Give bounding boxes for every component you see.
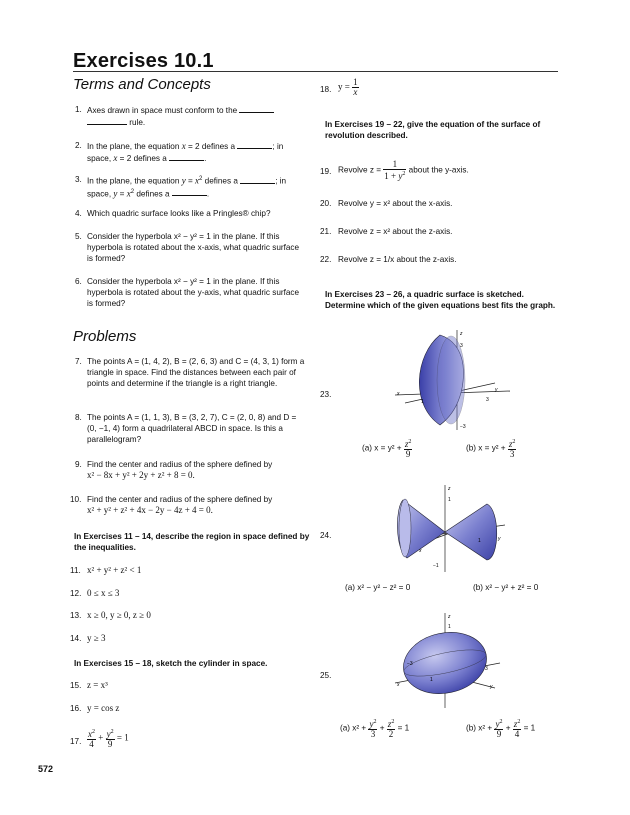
exercise-19: 19. Revolve z = $\frac{1}{1 + y^2}$ about the y-axis.: [320, 159, 469, 181]
exercise-14: 14. y ≥ 3: [70, 633, 106, 643]
exercise-17: 17. $\frac{x^2}{4}$ + $\frac{y^2}{9}$ = 1: [70, 729, 129, 749]
svg-text:1: 1: [448, 624, 451, 630]
exercise-6: 6. Consider the hyperbola x² − y² = 1 in the plane. If this hyperbola is rotated about the y-axis, what quadric surface is formed?: [75, 277, 300, 308]
svg-text:y: y: [490, 684, 493, 690]
exercise-18: 18. y = $\frac{1}{x}$: [320, 77, 358, 97]
svg-text:x: x: [419, 548, 422, 554]
choice-25a: (a) x² + $\frac{y^2}{3}$ + $\frac{z^2}{2}$ = 1: [340, 719, 410, 739]
exercise-20: 20. Revolve y = x² about the x-axis.: [320, 199, 453, 208]
svg-text:−3: −3: [460, 424, 466, 430]
instructions-11-14: In Exercises 11 – 14, describe the region in space defined by the inequalities.: [74, 532, 310, 552]
svg-text:z: z: [448, 614, 451, 620]
svg-text:−1: −1: [433, 563, 439, 569]
exercise-16: 16. y = cos z: [70, 703, 120, 713]
title-rule: [73, 71, 558, 72]
exercise-13: 13. x ≥ 0, y ≥ 0, z ≥ 0: [70, 610, 151, 620]
exercise-23-number: 23.: [320, 390, 332, 399]
page-title: Exercises 10.1: [73, 50, 214, 72]
svg-text:x: x: [397, 682, 400, 688]
exercise-21: 21. Revolve z = x² about the z-axis.: [320, 227, 453, 236]
exercise-7: 7. The points A = (1, 4, 2), B = (2, 6, 3) and C = (4, 3, 1) form a triangle in space. Find the distances between each pair of points and determine if the triangle is a right triangle.: [75, 357, 305, 388]
choice-24b: (b) x² − y² + z² = 0: [473, 583, 539, 592]
svg-text:3: 3: [486, 397, 489, 403]
exercise-15: 15. z = x³: [70, 680, 108, 690]
svg-text:z: z: [448, 486, 451, 492]
svg-text:1: 1: [478, 538, 481, 544]
svg-text:1: 1: [430, 677, 433, 683]
instructions-15-18: In Exercises 15 – 18, sketch the cylinder in space.: [74, 659, 268, 668]
exercise-1: 1. Axes drawn in space must conform to the rule.: [75, 104, 305, 128]
figure-24-cone: [385, 480, 515, 580]
svg-text:1: 1: [421, 399, 424, 405]
exercise-2: 2. In the plane, the equation x = 2 defines a ; in space, x = 2 defines a .: [75, 141, 284, 163]
section-terms: Terms and Concepts: [73, 76, 211, 93]
svg-text:z: z: [460, 331, 463, 337]
section-problems: Problems: [73, 328, 137, 345]
svg-text:y: y: [495, 387, 498, 393]
instructions-23-26: In Exercises 23 – 26, a quadric surface is sketched. Determine which of the given equations best fits the graph.: [325, 290, 556, 310]
choice-24a: (a) x² − y² − z² = 0: [345, 583, 411, 592]
exercise-24-number: 24.: [320, 531, 332, 540]
exercise-9: 9. Find the center and radius of the sphere defined by x² − 8x + y² + 2y + z² + 8 = 0.: [75, 460, 273, 480]
svg-text:y: y: [498, 536, 501, 542]
instructions-19-22: In Exercises 19 – 22, give the equation of the surface of revolution described.: [325, 120, 541, 140]
exercise-25-number: 25.: [320, 671, 332, 680]
svg-text:3: 3: [485, 666, 488, 672]
svg-text:1: 1: [448, 497, 451, 503]
exercise-3: 3. In the plane, the equation $y = x^2$ defines a ; in space, $y = x^2$ defines a .: [75, 175, 287, 199]
exercise-22: 22. Revolve z = 1/x about the z-axis.: [320, 255, 457, 264]
exercise-8: 8. The points A = (1, 1, 3), B = (3, 2, 7), C = (2, 0, 8) and D = (0, −1, 4) form a quadrilateral ABCD in space. Is this a parallelogram?: [75, 413, 297, 444]
figure-23-elliptic-paraboloid: [385, 325, 515, 435]
choice-23a: (a) x = y² + $\frac{z^2}{9}$: [362, 439, 412, 459]
exercise-5: 5. Consider the hyperbola x² − y² = 1 in the plane. If this hyperbola is rotated about the x-axis, what quadric surface is formed?: [75, 232, 300, 263]
exercise-4: 4. Which quadric surface looks like a Pringles® chip?: [75, 209, 271, 218]
svg-text:−3: −3: [407, 661, 413, 667]
exercise-11: 11. x² + y² + z² < 1: [70, 565, 142, 575]
exercise-12: 12. 0 ≤ x ≤ 3: [70, 588, 120, 598]
svg-text:3: 3: [460, 343, 463, 349]
svg-text:x: x: [397, 391, 400, 397]
page-number: 572: [38, 764, 54, 774]
choice-25b: (b) x² + $\frac{y^2}{9}$ + $\frac{z^2}{4}$ = 1: [466, 719, 536, 739]
figure-25-ellipsoid: [385, 608, 515, 713]
choice-23b: (b) x = y² + $\frac{z^2}{3}$: [466, 439, 516, 459]
exercise-10: 10. Find the center and radius of the sphere defined by x² + y² + z² + 4x − 2y − 4z + 4 = 0.: [70, 495, 273, 515]
